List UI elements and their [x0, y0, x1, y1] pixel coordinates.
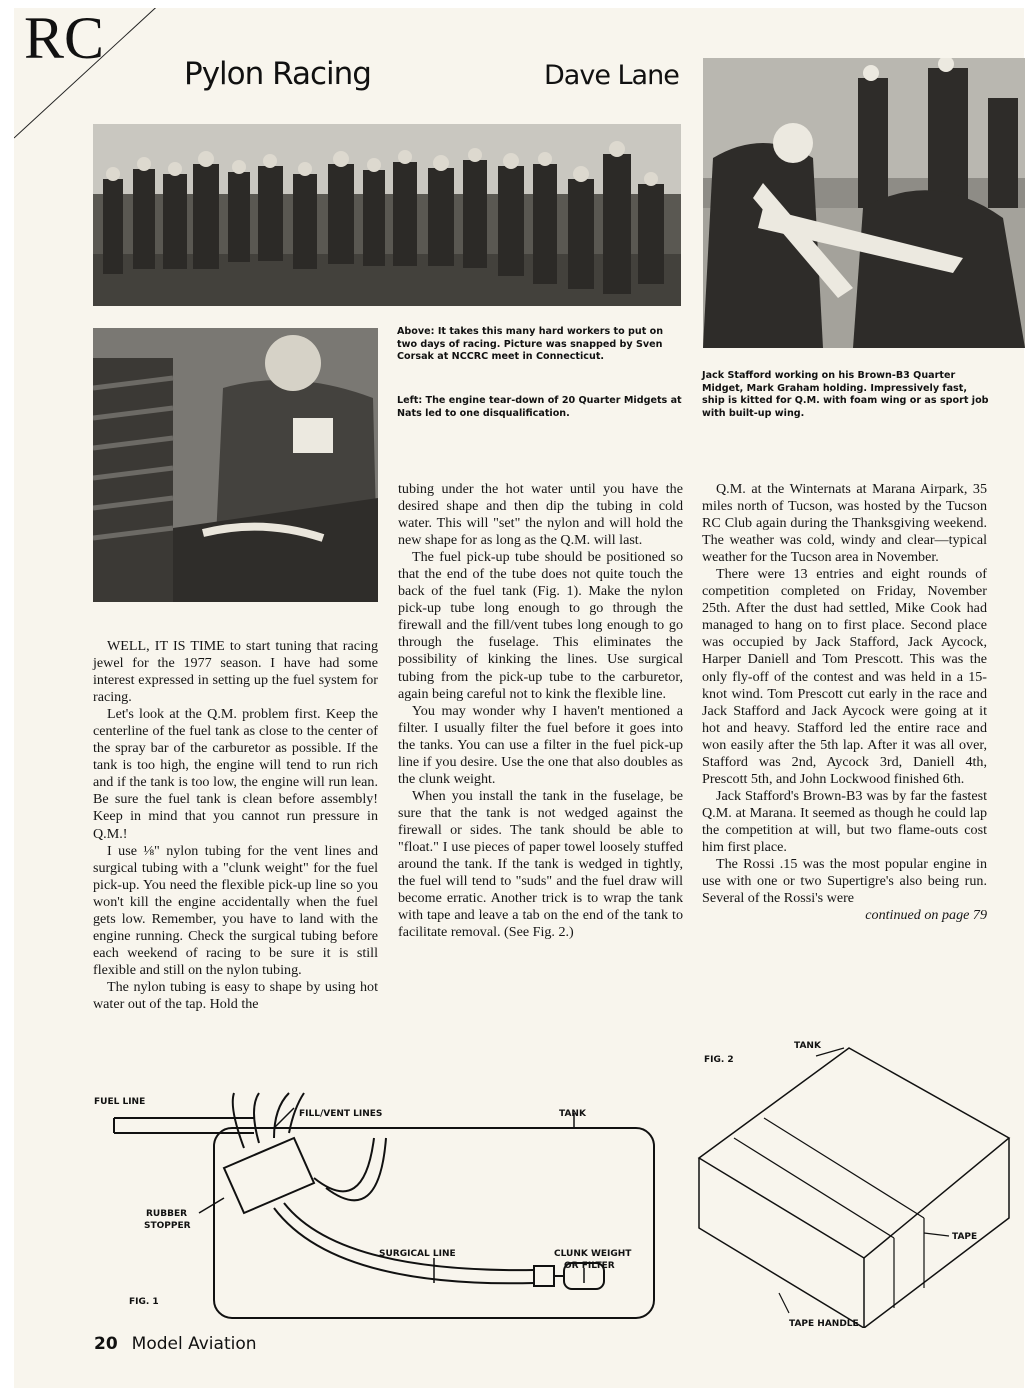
rc-logo: RC — [24, 5, 105, 71]
paragraph: Let's look at the Q.M. problem first. Keep the centerline of the fuel tank as close to the center of the spray bar of the carburetor as possible. If the tank is too high, the engine will tend to run rich and if the tank is too low, the engine will run lean. Be sure the fuel tank is clean before assembly! Keep in mind that you cannot run pressure in Q.M.! — [93, 706, 378, 842]
stopper-label: STOPPER — [144, 1221, 191, 1231]
article-column-1 — [93, 638, 378, 1013]
paragraph: You may wonder why I haven't mentioned a filter. I usually filter the fuel before it goes into the tanks. You can use a filter in the fuel pick-up line if you desire. Use the one that also doubles as the clunk weight. — [398, 702, 683, 787]
clunk-weight-label: CLUNK WEIGHT — [554, 1249, 632, 1259]
group-photo — [93, 124, 681, 306]
tape-handle-label: TAPE HANDLE — [789, 1319, 859, 1328]
stafford-photo — [703, 58, 1025, 348]
page-title: Pylon Racing — [184, 56, 371, 92]
paragraph: I use ⅛" nylon tubing for the vent lines and surgical tubing with a "clunk weight" for the fuel pick-up. You need the flexible pick-up line so you won't kill the engine accidentally when the fuel gets low. Remember, you have to land with the engine running. Check the surgical tubing before each weekend of racing to be sure it is still flexible and still on the nylon tubing. — [93, 842, 378, 978]
paragraph: tubing under the hot water until you have the desired shape and then dip the tubing in cold water. This will "set" the nylon and will hold the new shape for as long as the Q.M. will last. — [398, 481, 683, 549]
magazine-page — [14, 5, 1024, 1388]
engine-teardown-photo — [93, 328, 378, 602]
surgical-line-label: SURGICAL LINE — [379, 1249, 456, 1259]
tape-label: TAPE — [952, 1232, 978, 1242]
right-photo-caption: Jack Stafford working on his Brown-B3 Quarter Midget, Mark Graham holding. Impressively fast, ship is kitted for Q.M. with foam wing or as sport job with built-up wing. — [702, 370, 989, 419]
fig1-label: FIG. 1 — [129, 1297, 159, 1307]
fig2-tank-label: TANK — [794, 1041, 821, 1051]
article-column-3 — [702, 481, 987, 924]
top-photo-caption: Above: It takes this many hard workers to put on two days of racing. Picture was snapped by Sven Corsak at NCCRC meet in Connecticut. — [397, 326, 664, 362]
fig2-label: FIG. 2 — [704, 1055, 734, 1065]
paragraph: There were 13 entries and eight rounds of competition completed on Friday, November 25th. After the dust had settled, Mike Cook had managed to hang on to first place. Second place was occupied by Jack Stafford, Jack Aycock, Harper Daniell and Tom Prescott. This was the only fly-off of the contest and was held in a 15-knot wind. Tom Prescott cut early in the race and Jack Stafford and Jack Aycock were going at it hot and heavy. Stafford led the entire race and won easily after the 5th lap. After it was all over, Stafford was 2nd, Aycock 3rd, Daniell 4th, Prescott 5th, and John Lockwood finished 6th. — [702, 566, 987, 787]
continued-note: continued on page 79 — [865, 907, 987, 924]
author-name: Dave Lane — [544, 60, 679, 91]
page-number: 20 — [94, 1334, 118, 1354]
rubber-label: RUBBER — [146, 1209, 188, 1219]
fill-vent-label: FILL/VENT LINES — [299, 1109, 383, 1119]
paragraph: WELL, IT IS TIME to start tuning that racing jewel for the 1977 season. I have had some interest expressed in setting up the fuel system for racing. — [93, 638, 378, 706]
paragraph: Q.M. at the Winternats at Marana Airpark, 35 miles north of Tucson, was hosted by the Tucson RC Club again during the Thanksgiving weekend. The weather was cold, windy and clear—typical weather for the Tucson area in November. — [702, 481, 987, 566]
paragraph: Jack Stafford's Brown-B3 was by far the fastest Q.M. at Marana. It seemed as though he could lap the competition at will, but two flame-outs cost him first place. — [702, 787, 987, 855]
paragraph: When you install the tank in the fuselage, be sure that the tank is not wedged against the firewall or sides. The tank should be able to "float." I use pieces of paper towel loosely stuffed around the tank. If the tank is wedged in tightly, the fuel will tend to "suds" and the fuel draw will become erratic. Another trick is to wrap the tank with tape and leave a tab on the end of the tank to facilitate removal. (See Fig. 2.) — [398, 787, 683, 941]
filter-label: OR FILTER — [564, 1261, 615, 1271]
page-footer — [94, 1334, 257, 1354]
fuel-line-label: FUEL LINE — [94, 1097, 146, 1107]
left-photo-caption: Left: The engine tear-down of 20 Quarter Midgets at Nats led to one disqualification. — [397, 395, 682, 419]
fig1-diagram — [84, 1078, 684, 1333]
paragraph: The Rossi .15 was the most popular engine in use with one or two Supertigre's also being run. Several of the Rossi's were — [702, 856, 987, 907]
magazine-name: Model Aviation — [131, 1334, 257, 1354]
fig2-diagram — [694, 1028, 1014, 1328]
article-column-2 — [398, 481, 683, 941]
tank-label: TANK — [559, 1109, 586, 1119]
paragraph: The nylon tubing is easy to shape by using hot water out of the tap. Hold the — [93, 978, 378, 1012]
paragraph: The fuel pick-up tube should be positioned so that the end of the tube does not quite touch the back of the fuel tank (Fig. 1). Make the nylon pick-up tube long enough to go through the firewall and the fill/vent tubes long enough to go through the fuselage. This eliminates the possibility of kinking the lines. Use surgical tubing from the pick-up tube to the carburetor, again being careful not to kink the flexible line. — [398, 549, 683, 702]
